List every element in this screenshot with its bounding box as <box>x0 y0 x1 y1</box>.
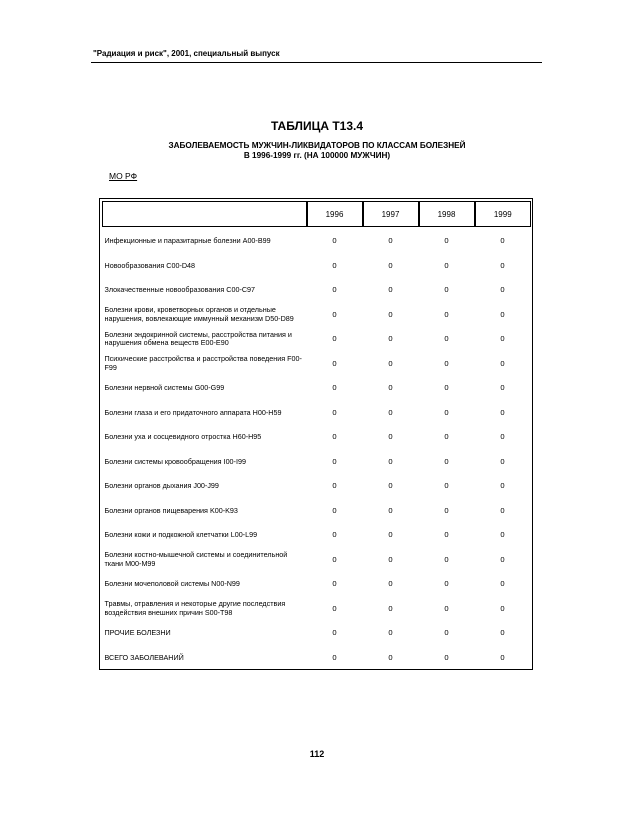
value-cell-1997: 0 <box>388 285 393 295</box>
value-cell-1999: 0 <box>500 432 505 442</box>
running-header: "Радиация и риск", 2001, специальный выпуск <box>93 49 280 58</box>
table-title: ТАБЛИЦА Т13.4 <box>270 119 364 133</box>
table-row <box>103 376 531 401</box>
table-row <box>103 450 531 475</box>
disease-class-name: Болезни уха и сосцевидного отростка H60-H95 <box>104 432 262 442</box>
value-cell-1998: 0 <box>444 456 449 466</box>
table-row <box>103 254 531 279</box>
value-cell-1998: 0 <box>444 603 449 613</box>
table-row <box>103 523 531 548</box>
value-cell-1996: 0 <box>332 628 337 638</box>
value-cell-1998: 0 <box>444 383 449 393</box>
disease-class-name: ВСЕГО ЗАБОЛЕВАНИЙ <box>104 652 184 662</box>
value-cell-1997: 0 <box>388 628 393 638</box>
value-cell-1999: 0 <box>500 628 505 638</box>
table-row <box>103 548 531 573</box>
value-cell-1997: 0 <box>388 407 393 417</box>
value-cell-1997: 0 <box>388 652 393 662</box>
value-cell-1998: 0 <box>444 505 449 515</box>
table-row <box>103 474 531 499</box>
value-cell-1996: 0 <box>332 407 337 417</box>
table-row <box>103 499 531 524</box>
value-cell-1996: 0 <box>332 456 337 466</box>
value-cell-1997: 0 <box>388 505 393 515</box>
value-cell-1996: 0 <box>332 334 337 344</box>
value-cell-1998: 0 <box>444 481 449 491</box>
value-cell-1996: 0 <box>332 481 337 491</box>
value-cell-1998: 0 <box>444 652 449 662</box>
disease-class-name: Психические расстройства и расстройства поведения F00-F99 <box>104 354 302 372</box>
table-subtitle-line-1: ЗАБОЛЕВАЕМОСТЬ МУЖЧИН-ЛИКВИДАТОРОВ ПО КЛАССАМ БОЛЕЗНЕЙ <box>168 141 466 150</box>
value-cell-1997: 0 <box>388 260 393 270</box>
value-cell-1999: 0 <box>500 236 505 246</box>
value-cell-1999: 0 <box>500 285 505 295</box>
value-cell-1998: 0 <box>444 432 449 442</box>
value-cell-1997: 0 <box>388 358 393 368</box>
table-row <box>103 303 531 328</box>
disease-class-name: Болезни нервной системы G00-G99 <box>104 383 225 393</box>
header-rule <box>91 62 542 63</box>
value-cell-1996: 0 <box>332 358 337 368</box>
value-cell-1998: 0 <box>444 530 449 540</box>
value-cell-1997: 0 <box>388 432 393 442</box>
table-subtitle-line-2: В 1996-1999 гг. (НА 100000 МУЖЧИН) <box>243 151 391 160</box>
value-cell-1997: 0 <box>388 530 393 540</box>
header-year: 1998 <box>419 202 475 227</box>
disease-class-name: Инфекционные и паразитарные болезни A00-B99 <box>104 236 271 246</box>
disease-class-name: Болезни костно-мышечной системы и соединительной ткани M00-M99 <box>104 550 288 568</box>
value-cell-1998: 0 <box>444 554 449 564</box>
value-cell-1998: 0 <box>444 236 449 246</box>
header-year: 1997 <box>363 202 419 227</box>
value-cell-1999: 0 <box>500 554 505 564</box>
table-row <box>103 597 531 622</box>
value-cell-1999: 0 <box>500 603 505 613</box>
value-cell-1996: 0 <box>332 236 337 246</box>
value-cell-1999: 0 <box>500 260 505 270</box>
value-cell-1997: 0 <box>388 579 393 589</box>
value-cell-1996: 0 <box>332 309 337 319</box>
disease-class-name: Болезни органов пищеварения K00-K93 <box>104 505 238 515</box>
header-year: 1999 <box>475 202 531 227</box>
header-year: 1996 <box>307 202 363 227</box>
value-cell-1997: 0 <box>388 481 393 491</box>
table-row <box>103 572 531 597</box>
value-cell-1999: 0 <box>500 407 505 417</box>
value-cell-1999: 0 <box>500 456 505 466</box>
disease-class-name: Болезни крови, кроветворных органов и отдельные нарушения, вовлекающие иммунный механизм D50-D89 <box>104 305 294 323</box>
value-cell-1998: 0 <box>444 358 449 368</box>
value-cell-1999: 0 <box>500 652 505 662</box>
value-cell-1997: 0 <box>388 309 393 319</box>
value-cell-1999: 0 <box>500 383 505 393</box>
disease-class-name: Болезни кожи и подкожной клетчатки L00-L99 <box>104 530 258 540</box>
value-cell-1999: 0 <box>500 481 505 491</box>
value-cell-1998: 0 <box>444 334 449 344</box>
value-cell-1996: 0 <box>332 530 337 540</box>
value-cell-1996: 0 <box>332 432 337 442</box>
table-row <box>103 425 531 450</box>
value-cell-1996: 0 <box>332 260 337 270</box>
disease-class-name: ПРОЧИЕ БОЛЕЗНИ <box>104 628 171 638</box>
morbidity-table <box>102 201 531 670</box>
value-cell-1996: 0 <box>332 505 337 515</box>
disease-class-name: Болезни системы кровообращения I00-I99 <box>104 456 246 466</box>
table-row <box>103 621 531 646</box>
table-header-row <box>103 202 531 227</box>
table-row <box>103 401 531 426</box>
value-cell-1998: 0 <box>444 628 449 638</box>
value-cell-1996: 0 <box>332 383 337 393</box>
value-cell-1997: 0 <box>388 236 393 246</box>
disease-class-name: Болезни эндокринной системы, расстройства питания и нарушения обмена веществ E00-E90 <box>104 329 292 348</box>
value-cell-1996: 0 <box>332 285 337 295</box>
table-row <box>103 646 531 671</box>
disease-class-name: Болезни органов дыхания J00-J99 <box>104 481 219 491</box>
disease-class-name: Травмы, отравления и некоторые другие последствия воздействия внешних причин S00-T98 <box>104 599 286 617</box>
value-cell-1997: 0 <box>388 554 393 564</box>
value-cell-1996: 0 <box>332 652 337 662</box>
value-cell-1998: 0 <box>444 579 449 589</box>
value-cell-1996: 0 <box>332 579 337 589</box>
value-cell-1999: 0 <box>500 334 505 344</box>
value-cell-1999: 0 <box>500 358 505 368</box>
value-cell-1998: 0 <box>444 260 449 270</box>
table-row <box>103 352 531 377</box>
value-cell-1997: 0 <box>388 383 393 393</box>
value-cell-1999: 0 <box>500 579 505 589</box>
table-row <box>103 227 531 254</box>
value-cell-1998: 0 <box>444 309 449 319</box>
table-row <box>103 327 531 352</box>
disease-class-name: Болезни глаза и его придаточного аппарата H00-H59 <box>104 407 282 417</box>
value-cell-1997: 0 <box>388 603 393 613</box>
region-label: МО РФ <box>109 171 138 181</box>
value-cell-1999: 0 <box>500 530 505 540</box>
header-disease-class <box>103 202 307 227</box>
value-cell-1998: 0 <box>444 407 449 417</box>
table-body <box>103 227 531 671</box>
value-cell-1998: 0 <box>444 285 449 295</box>
table-row <box>103 278 531 303</box>
value-cell-1997: 0 <box>388 456 393 466</box>
page-number: 112 <box>309 749 325 759</box>
value-cell-1997: 0 <box>388 334 393 344</box>
value-cell-1996: 0 <box>332 554 337 564</box>
value-cell-1996: 0 <box>332 603 337 613</box>
disease-class-name: Болезни мочеполовой системы N00-N99 <box>104 579 240 589</box>
disease-class-name: Новообразования C00-D48 <box>104 260 196 270</box>
disease-class-name: Злокачественные новообразования C00-C97 <box>104 285 256 295</box>
value-cell-1999: 0 <box>500 505 505 515</box>
value-cell-1999: 0 <box>500 309 505 319</box>
